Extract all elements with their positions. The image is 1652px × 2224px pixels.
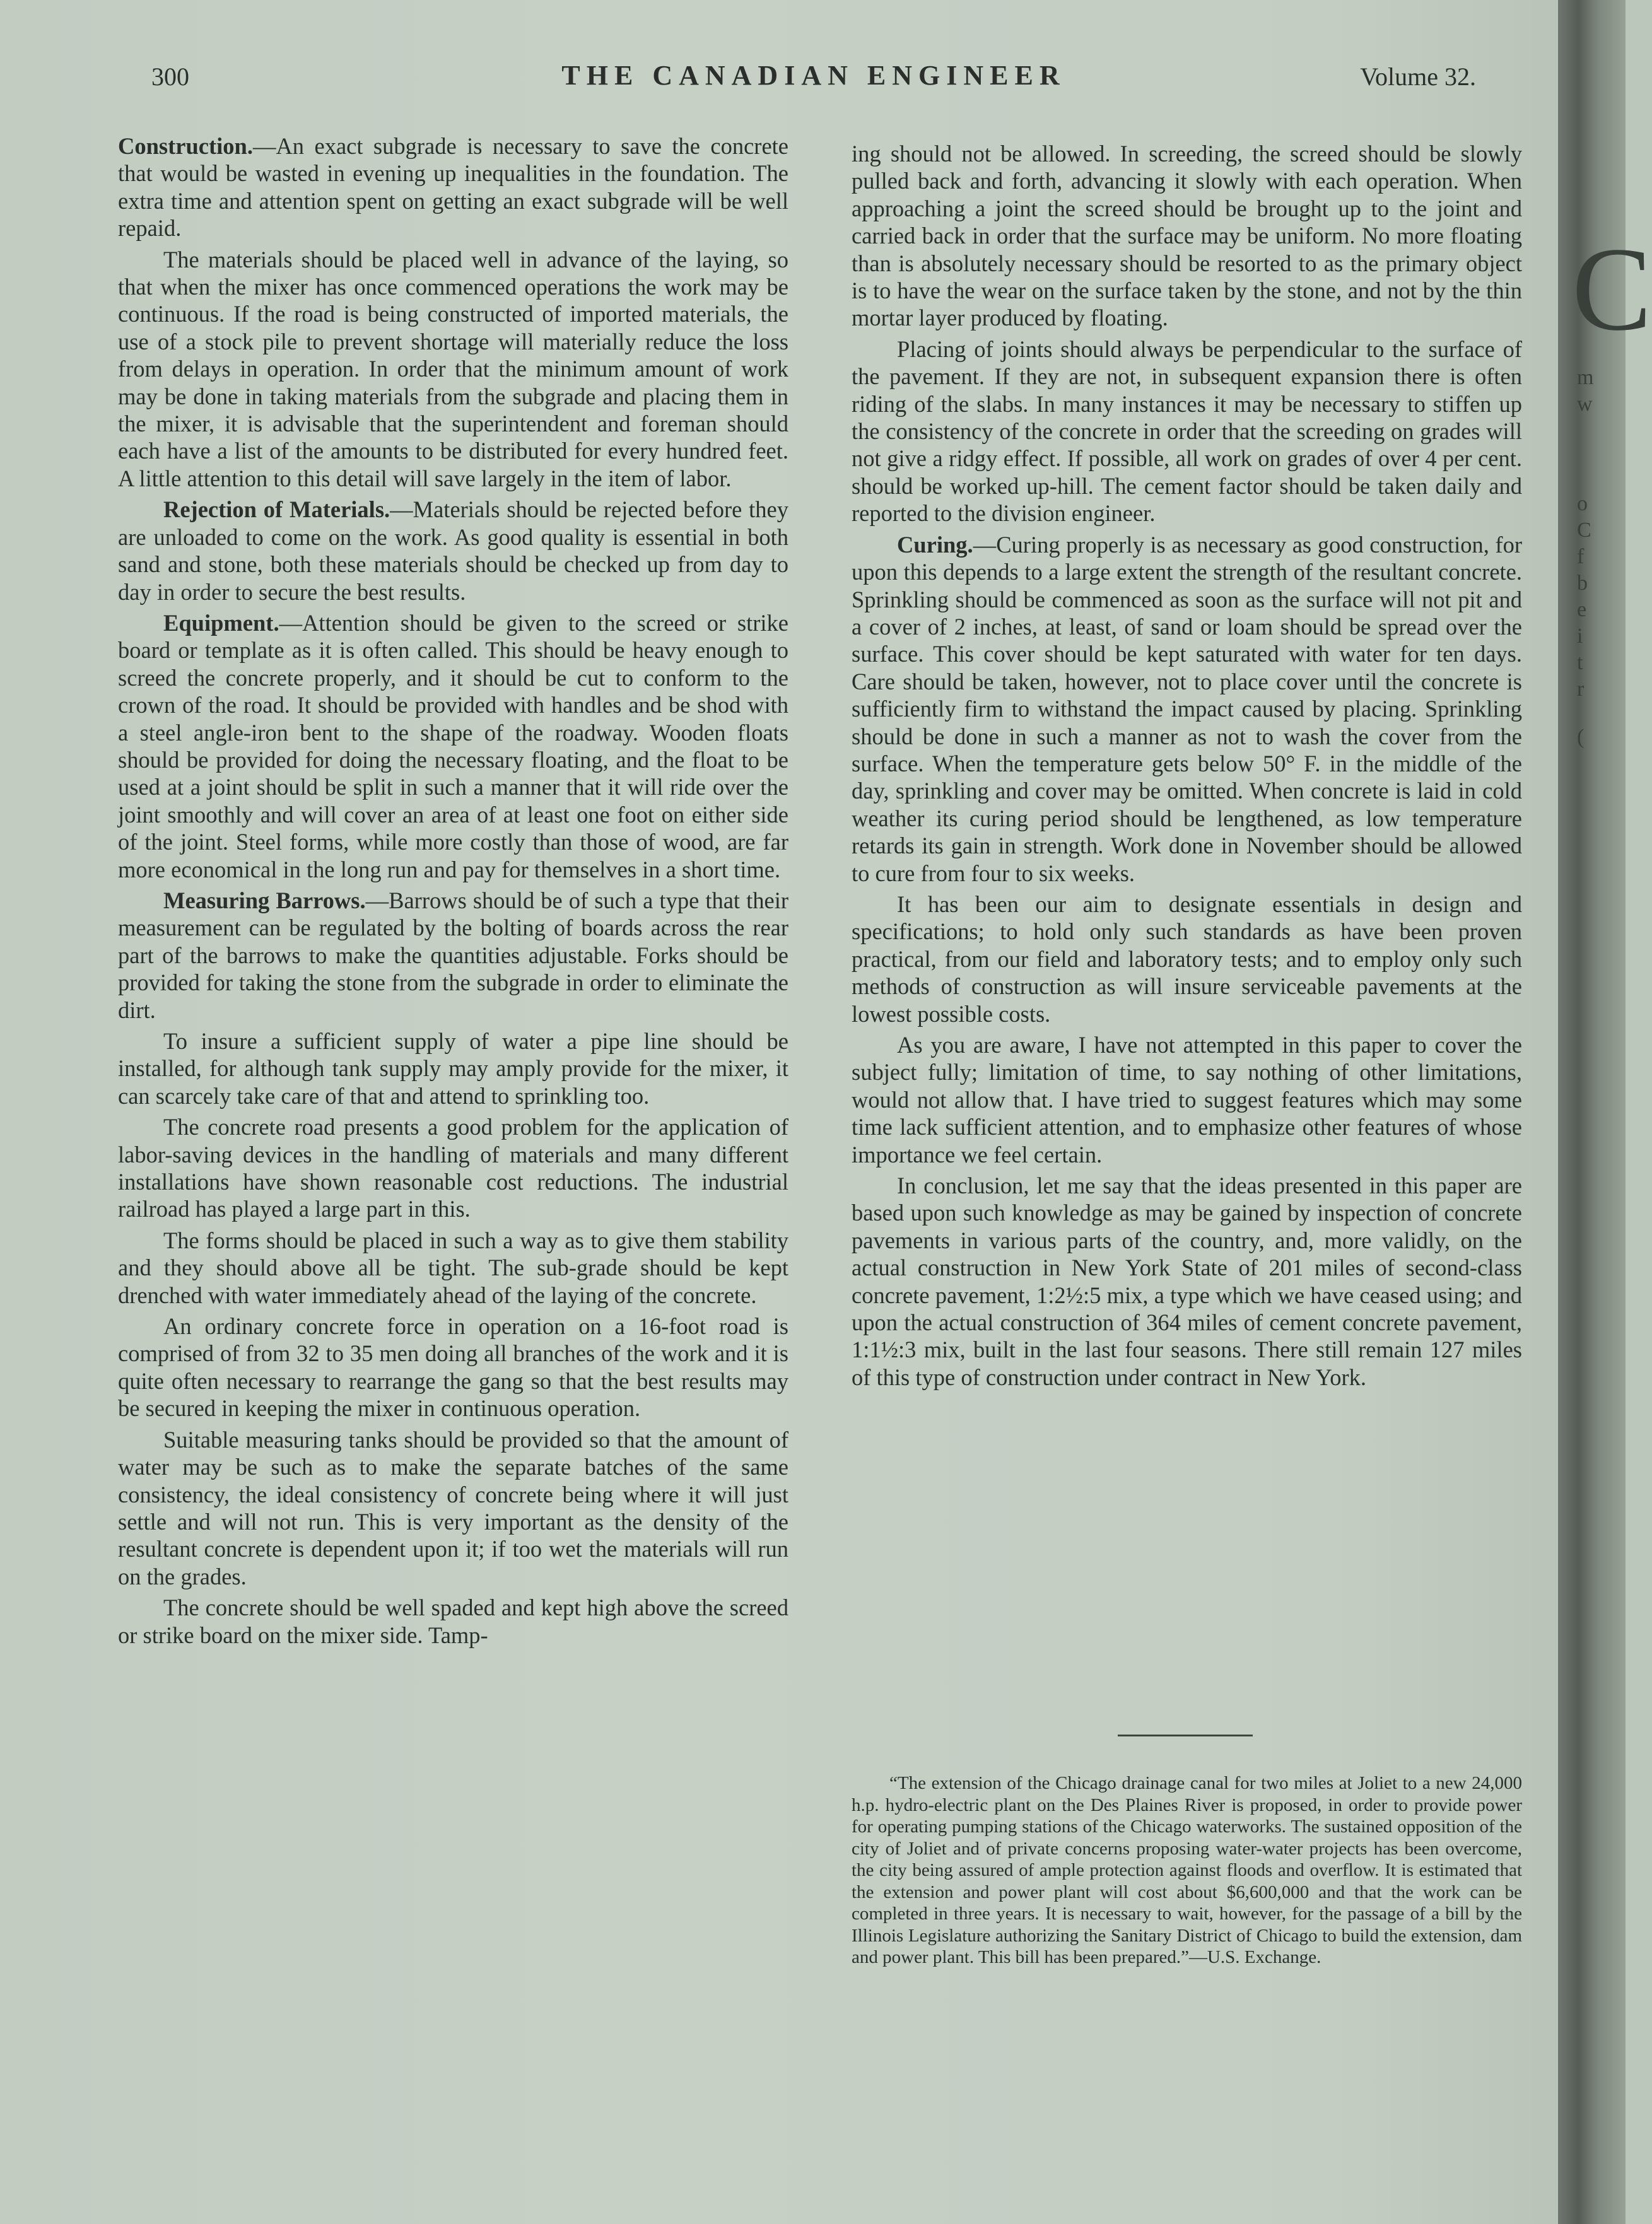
adjacent-page-letter: C (1577, 518, 1591, 542)
footnote-quote (852, 1772, 1522, 1969)
paragraph (852, 1031, 1522, 1168)
paragraph-text: —Curing properly is as necessary as good construction, for upon this depends to a large extent the strength of the resultant concrete. Sprinkling should be commenced as soon as the surface will not pit and a cover of 2 inches, at least, of sand or loam should be spread over the surface. This cover should be kept saturated with water for ten days. Care should be taken, however, not to place cover until the concrete is sufficiently firm to withstand the impact caused by placing. Sprinkling should be done in such a manner as not to wash the cover from the surface. When the temperature gets below 50° F. in the middle of the day, sprinkling and cover may be omitted. When concrete is laid in cold weather its curing period should be lengthened, as low temperature retards its gain in strength. Work done in November should be allowed to cure from four to six weeks. (852, 531, 1522, 886)
paragraph-text: The materials should be placed well in advance of the laying, so that when the mixer has once commenced operations the work may be continuous. If the road is being constructed of imported materials, the use of a stock pile to prevent shortage will materially reduce the loss from delays in operation. In order that the minimum amount of work may be done in taking materials from the subgrade and placing them in the mixer, it is advisable that the superintendent and foreman should each have a list of the amounts to be distributed for every hundred feet. A little attention to this detail will save largely in the item of labor. (118, 246, 788, 491)
left-column (118, 132, 788, 1653)
paragraph-text: Suitable measuring tanks should be provided so that the amount of water may be such as to make the separate batches of the same consistency, the ideal consistency of concrete being where it will just settle and will not run. This is very important as the density of the resultant concrete is dependent upon it; if too wet the materials will run on the grades. (118, 1426, 788, 1589)
adjacent-page-letter: b (1577, 571, 1588, 595)
paragraph-text: ing should not be allowed. In screeding, the screed should be slowly pulled back and forth, advancing it slowly with each operation. When approaching a joint the screed should be brought up to the joint and carried back in order that the surface may be uniform. No more floating than is absolutely necessary should be resorted to as the primary object is to have the wear on the surface taken by the stone, and not by the thin mortar layer produced by floating. (852, 141, 1522, 331)
paragraph (118, 1426, 788, 1590)
adjacent-page-letter: ( (1577, 725, 1585, 749)
paragraph-text: An ordinary concrete force in operation on a 16-foot road is comprised of from 32 to 35 men doing all branches of the work and it is quite often necessary to rearrange the gang so that the best results may be secured in keeping the mixer in continuous operation. (118, 1313, 788, 1422)
paragraph (118, 1313, 788, 1422)
paragraph-text: As you are aware, I have not attempted in this paper to cover the subject fully; limitation of time, to say nothing of other limitations, would not allow that. I have tried to suggest features which may some time lack sufficient attention, and to emphasize other features of whose importance we feel certain. (852, 1032, 1522, 1168)
paragraph (852, 1172, 1522, 1391)
paragraph (118, 1227, 788, 1309)
paragraph-text: The concrete road presents a good problem for the application of labor-saving devices in the handling of materials and many different installations have shown reasonable cost reductions. The industrial railroad has played a large part in this. (118, 1114, 788, 1222)
paragraph (118, 1027, 788, 1109)
paragraph-text: The forms should be placed in such a way as to give them stability and they should above all be tight. The sub-grade should be kept drenched with water immediately ahead of the laying of the concrete. (118, 1227, 788, 1308)
adjacent-page-letter: o (1577, 492, 1588, 515)
paragraph (118, 1113, 788, 1223)
volume-label: Volume 32. (1360, 62, 1476, 91)
paragraph-text: —An exact subgrade is necessary to save the concrete that would be wasted in evening up inequalities in the foundation. The extra time and attention spent on getting an exact subgrade will be well repaid. (118, 133, 788, 242)
adjacent-page-letter: m (1577, 366, 1594, 389)
paragraph-text: In conclusion, let me say that the ideas presented in this paper are based upon such knowledge as may be gained by inspection of concrete pavements in various parts of the country, and, more validly, on the actual construction in New York State of 201 miles of second-class concrete pavement, 1:2½:5 mix, a type which we have ceased using; and upon the actual construction of 364 miles of cement concrete pavement, 1:1½:3 mix, built in the last four seasons. There still remain 127 miles of this type of construction under contract in New York. (852, 1173, 1522, 1390)
paragraph (118, 609, 788, 883)
paragraph (118, 887, 788, 1024)
paragraph (118, 496, 788, 606)
section-divider (1118, 1735, 1253, 1736)
adjacent-page-letter: e (1577, 598, 1587, 621)
adjacent-page-fragments (1568, 0, 1652, 2224)
adjacent-page-letter: f (1577, 545, 1585, 568)
section-heading: Measuring Barrows. (163, 887, 366, 913)
journal-title: THE CANADIAN ENGINEER (561, 60, 1066, 91)
adjacent-page-letter: w (1577, 392, 1593, 416)
page-number: 300 (151, 62, 189, 91)
paragraph-text: —Materials should be rejected before they are unloaded to come on the work. As good quality is essential in both sand and stone, both these materials should be checked up from day to day in order to secure the best results. (118, 496, 788, 605)
section-heading: Construction. (118, 133, 253, 159)
right-column (852, 140, 1522, 1395)
paragraph-text: It has been our aim to designate essentials in design and specifications; to hold only such standards as have been proven practical, from our field and laboratory tests; and to employ only such methods of construction as will insure serviceable pavements at the lowest possible costs. (852, 891, 1522, 1027)
paragraph (852, 140, 1522, 332)
running-header (151, 62, 1476, 100)
paragraph (118, 1594, 788, 1649)
paragraph (118, 132, 788, 242)
paragraph-text: The concrete should be well spaded and kept high above the screed or strike board on the mixer side. Tamp- (118, 1595, 788, 1648)
adjacent-page-letter: C (1572, 223, 1652, 356)
paragraph-text: To insure a sufficient supply of water a pipe line should be installed, for although tank supply may amply provide for the mixer, it can scarcely take care of that and attend to sprinkling too. (118, 1028, 788, 1109)
paragraph-text: —Barrows should be of such a type that their measurement can be regulated by the bolting of boards across the rear part of the barrows to make the quantities adjustable. Forks should be provided for taking the stone from the subgrade in order to eliminate the dirt. (118, 887, 788, 1023)
adjacent-page-letter: i (1577, 624, 1583, 648)
paragraph-text: —Attention should be given to the screed or strike board or template as it is often called. This should be heavy enough to screed the concrete properly, and it should be cut to conform to the crown of the road. It should be provided with handles and be shod with a steel angle-iron bent to the shape of the roadway. Wooden floats should be provided for doing the necessary floating, and the float to be used at a joint should be split in such a manner that it will ride over the joint smoothly and will cover an area of at least one foot on either side of the joint. Steel forms, while more costly than those of wood, are far more economical in the long run and pay for themselves in a short time. (118, 609, 788, 882)
section-heading: Equipment. (163, 609, 279, 636)
section-heading: Rejection of Materials. (163, 496, 390, 523)
paragraph (852, 336, 1522, 527)
adjacent-page-letter: r (1577, 677, 1585, 701)
adjacent-page-letter: t (1577, 651, 1583, 674)
paragraph (852, 891, 1522, 1027)
footnote-text: “The extension of the Chicago drainage canal for two miles at Joliet to a new 24,000 h.p. hydro-electric plant on the Des Plaines River is proposed, in order to provide power for operating pumping stations of the Chicago waterworks. The sustained opposition of the city of Joliet and of private concerns proposing water-water projects has been overcome, the city being assured of ample protection against floods and overflow. It is estimated that the extension and power plant will cost about $6,600,000 and that the work can be completed in three years. It is necessary to wait, however, for the passage of a bill by the Illinois Legislature authorizing the Sanitary District of Chicago to build the extension, dam and power plant. This bill has been prepared.”—U.S. Exchange. (852, 1773, 1522, 1967)
paragraph (852, 531, 1522, 887)
paragraph (118, 246, 788, 493)
section-heading: Curing. (897, 531, 973, 558)
paragraph-text: Placing of joints should always be perpendicular to the surface of the pavement. If they are not, in subsequent expansion there is often riding of the slabs. In many instances it may be necessary to stiffen up the consistency of the concrete in order that the screeding on grades will not give a ridgy effect. If possible, all work on grades of over 4 per cent. should be worked up-hill. The cement factor should be taken daily and reported to the division engineer. (852, 336, 1522, 527)
